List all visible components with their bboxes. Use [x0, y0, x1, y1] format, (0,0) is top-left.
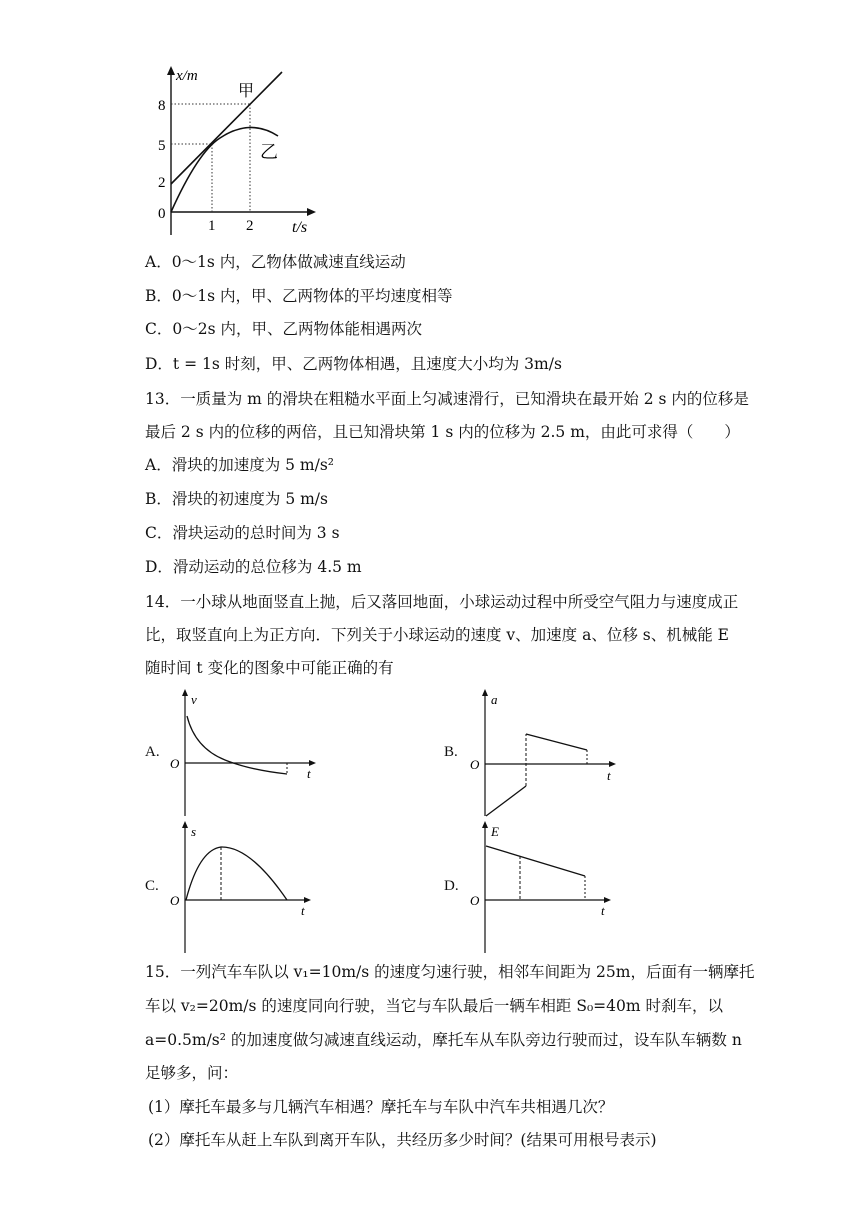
axis-y-arrow [182, 689, 188, 696]
axis-x-arrow [609, 761, 616, 767]
q13-option-c: C．滑块运动的总时间为 3 s [145, 524, 340, 542]
q15-line3: a=0.5m/s² 的加速度做匀减速直线运动，摩托车从车队旁边行驶而过，设车队车辆数 n [145, 1031, 742, 1049]
q14-option-b-label: B. [444, 744, 458, 760]
q12-option-d: D．t = 1s 时刻，甲、乙两物体相遇，且速度大小均为 3m/s [145, 355, 562, 373]
origin-label: O [470, 893, 480, 908]
q14-option-c-label: C. [145, 878, 159, 894]
q14-graph-b-at [465, 688, 625, 818]
q14-graph-c-st [165, 820, 325, 955]
x-tick-2: 2 [246, 218, 254, 234]
y-tick-8: 8 [158, 98, 166, 114]
curve-yi [171, 127, 278, 212]
axis-y-label: a [491, 692, 498, 707]
q14-stem-line2: 比，取竖直向上为正方向．下列关于小球运动的速度 v、加速度 a、位移 s、机械能 E [145, 626, 729, 644]
x-axis-arrow [307, 208, 316, 216]
a-seg1 [486, 786, 526, 816]
q12-option-c: C．0～2s 内，甲、乙两物体能相遇两次 [145, 320, 422, 338]
q15-line2: 车以 v₂=20m/s 的速度同向行驶，当它与车队最后一辆车相距 S₀=40m 时刹车，以 [145, 997, 724, 1015]
q15-sub2: (2）摩托车从赶上车队到离开车队，共经历多少时间？(结果可用根号表示) [148, 1131, 657, 1149]
q14-graph-a-vt [165, 688, 325, 818]
label-jia: 甲 [238, 83, 255, 100]
q15-line4: 足够多，问： [145, 1064, 239, 1082]
s-curve [186, 847, 287, 900]
y-tick-5: 5 [158, 138, 166, 154]
axis-y-arrow [182, 821, 188, 828]
axis-x-label: t [301, 903, 305, 918]
E-line [486, 846, 585, 876]
axis-x-arrow [304, 897, 311, 903]
q15-sub1: (1）摩托车最多与几辆汽车相遇？摩托车与车队中汽车共相遇几次？ [148, 1098, 614, 1116]
q13-stem-line1: 13．一质量为 m 的滑块在粗糙水平面上匀减速滑行，已知滑块在最开始 2 s 内的位移是 [145, 390, 749, 408]
q13-option-b: B．滑块的初速度为 5 m/s [145, 490, 328, 508]
origin-label: O [470, 757, 480, 772]
origin-label: O [170, 893, 180, 908]
line-jia [171, 72, 282, 184]
q14-option-d-label: D. [444, 878, 459, 894]
axis-y-arrow [482, 689, 488, 696]
axis-x-label: t [307, 766, 311, 781]
q12-option-a: A．0～1s 内，乙物体做减速直线运动 [145, 253, 406, 271]
q13-option-a: A．滑块的加速度为 5 m/s² [145, 456, 334, 474]
q14-stem-line3: 随时间 t 变化的图象中可能正确的有 [145, 659, 394, 677]
y-tick-0: 0 [158, 206, 166, 222]
q14-graph-d-et [465, 820, 625, 955]
x-axis-label: t/s [292, 219, 308, 236]
q15-line1: 15．一列汽车车队以 v₁=10m/s 的速度匀速行驶，相邻车间距为 25m，后面有一辆摩托 [145, 963, 755, 981]
axis-y-label: s [191, 824, 197, 839]
q13-stem-line2: 最后 2 s 内的位移的两倍，且已知滑块第 1 s 内的位移为 2.5 m，由此可求得（ ） [145, 423, 740, 441]
origin-label: O [170, 756, 180, 771]
q14-stem-line1: 14．一小球从地面竖直上抛，后又落回地面，小球运动过程中所受空气阻力与速度成正 [145, 593, 739, 611]
axis-x-label: t [607, 768, 611, 783]
y-axis-label: x/m [176, 68, 198, 84]
axis-y-label: E [491, 824, 499, 839]
y-axis-arrow [167, 66, 175, 75]
q13-option-d: D．滑动运动的总位移为 4.5 m [145, 558, 362, 576]
q12-option-b: B．0～1s 内，甲、乙两物体的平均速度相等 [145, 287, 453, 305]
v-curve [187, 716, 287, 774]
axis-x-arrow [604, 897, 611, 903]
y-tick-2: 2 [158, 175, 166, 191]
q14-option-a-label: A. [145, 744, 160, 760]
a-seg2 [526, 734, 587, 750]
q12-xt-graph [150, 60, 350, 240]
label-yi: 乙 [260, 142, 278, 162]
axis-y-label: v [191, 692, 197, 707]
axis-y-arrow [482, 821, 488, 828]
axis-x-label: t [601, 903, 605, 918]
x-tick-1: 1 [208, 218, 216, 234]
